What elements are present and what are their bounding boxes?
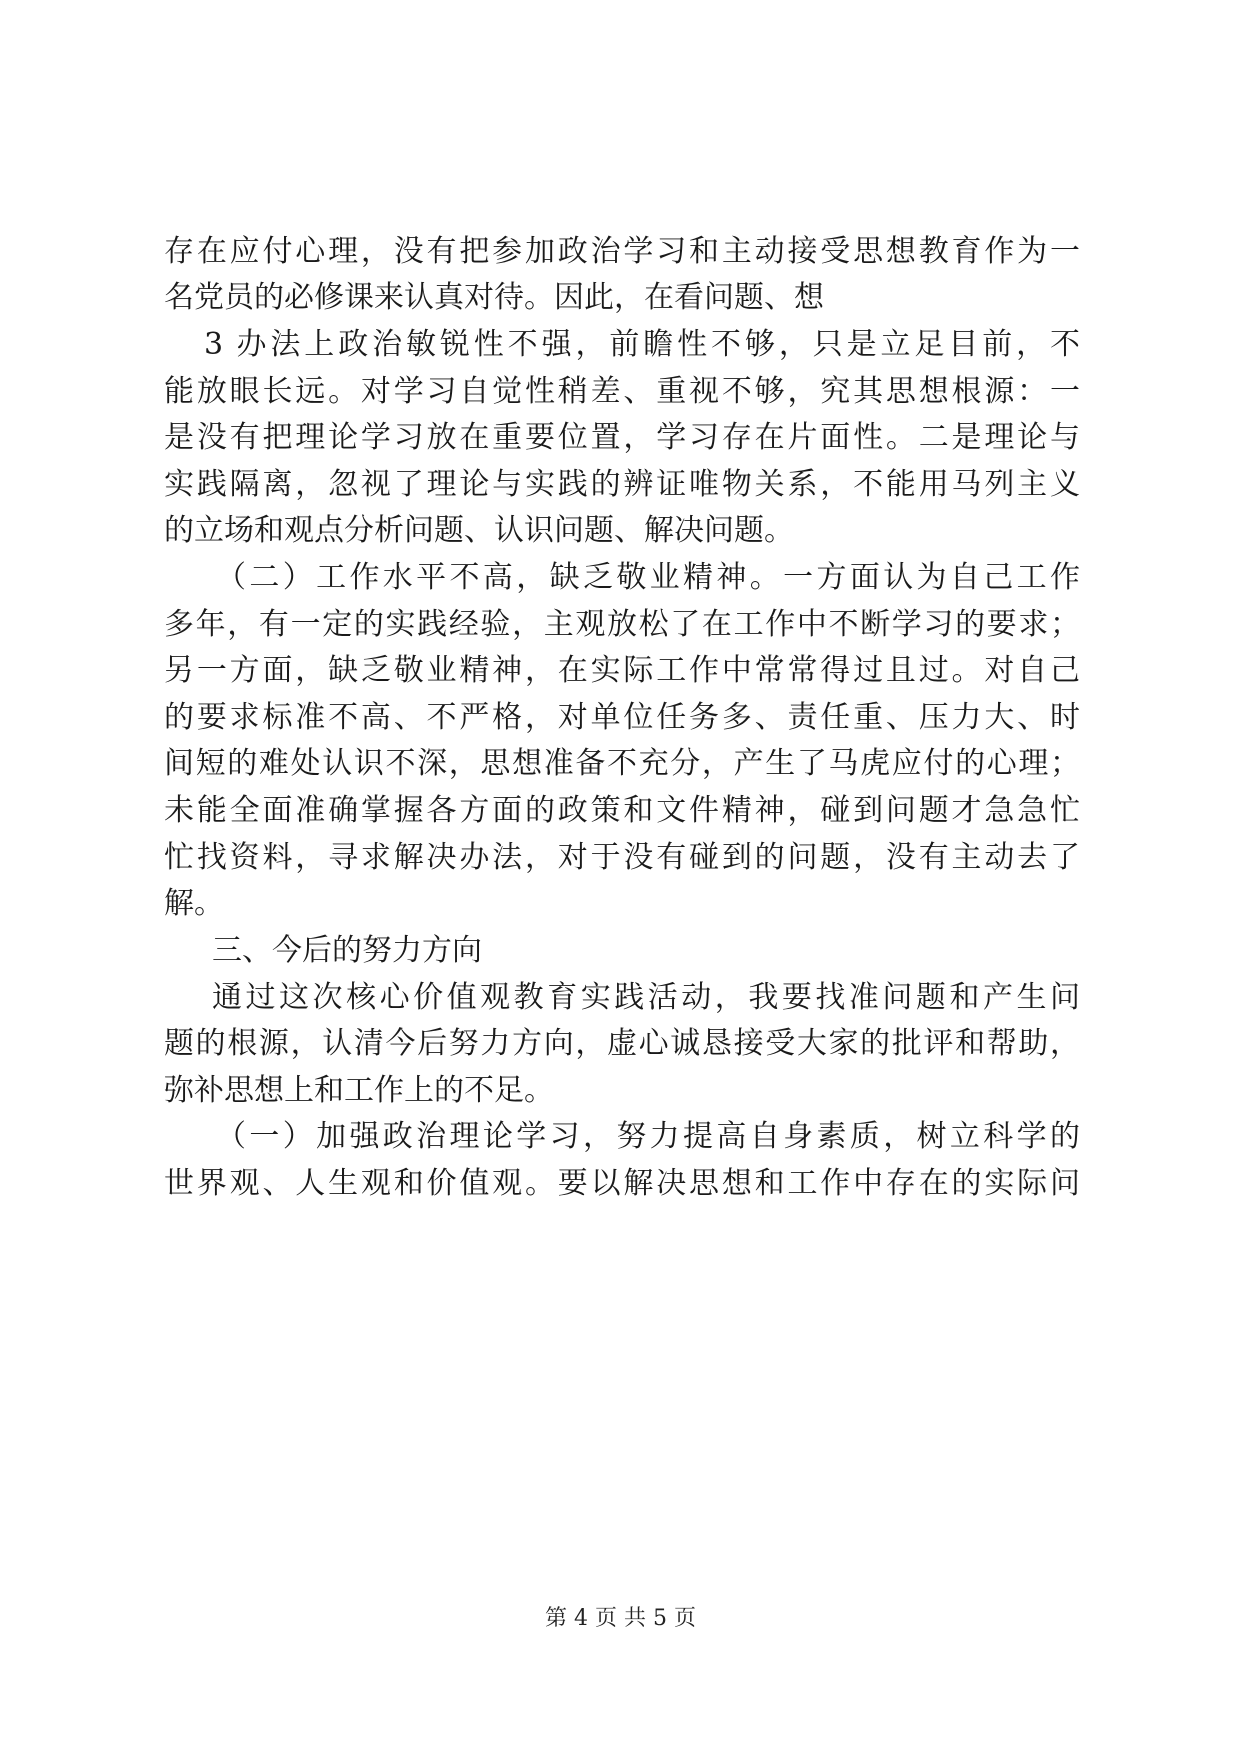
text-line: 的立场和观点分析问题、认识问题、解决问题。: [164, 513, 794, 548]
text-line: 忙找资料，寻求解决办法，对于没有碰到的问题，没有主动去了: [164, 840, 1080, 875]
text-line: 另一方面，缺乏敬业精神，在实际工作中常常得过且过。对自己: [164, 653, 1080, 688]
text-line: 未能全面准确掌握各方面的政策和文件精神，碰到问题才急急忙: [164, 793, 1080, 828]
text-line: 是没有把理论学习放在重要位置，学习存在片面性。二是理论与: [164, 420, 1080, 455]
text-line: 通过这次核心价值观教育实践活动，我要找准问题和产生问: [212, 980, 1080, 1015]
text-line: 3 办法上政治敏锐性不强，前瞻性不够，只是立足目前，不: [204, 327, 1080, 362]
text-line: 题的根源，认清今后努力方向，虚心诚恳接受大家的批评和帮助，: [164, 1026, 1080, 1061]
text-line: 多年，有一定的实践经验，主观放松了在工作中不断学习的要求；: [164, 607, 1080, 642]
text-line: 间短的难处认识不深，思想准备不充分，产生了马虎应付的心理；: [164, 746, 1080, 781]
text-line: （二）工作水平不高，缺乏敬业精神。一方面认为自己工作: [216, 560, 1080, 595]
text-line: 的要求标准不高、不严格，对单位任务多、责任重、压力大、时: [164, 700, 1080, 735]
text-line: （一）加强政治理论学习，努力提高自身素质，树立科学的: [216, 1119, 1080, 1154]
text-line: 世界观、人生观和价值观。要以解决思想和工作中存在的实际问: [164, 1166, 1080, 1201]
text-line: 能放眼长远。对学习自觉性稍差、重视不够，究其思想根源：一: [164, 374, 1080, 409]
section-heading: 三、今后的努力方向: [212, 933, 482, 968]
text-line: 解。: [164, 886, 224, 921]
text-line: 实践隔离，忽视了理论与实践的辨证唯物关系，不能用马列主义: [164, 467, 1080, 502]
page-number: 第 4 页 共 5 页: [545, 1606, 696, 1631]
text-line: 弥补思想上和工作上的不足。: [164, 1073, 554, 1108]
text-line: 名党员的必修课来认真对待。因此，在看问题、想: [164, 280, 824, 315]
text-line: 存在应付心理，没有把参加政治学习和主动接受思想教育作为一: [164, 234, 1080, 269]
